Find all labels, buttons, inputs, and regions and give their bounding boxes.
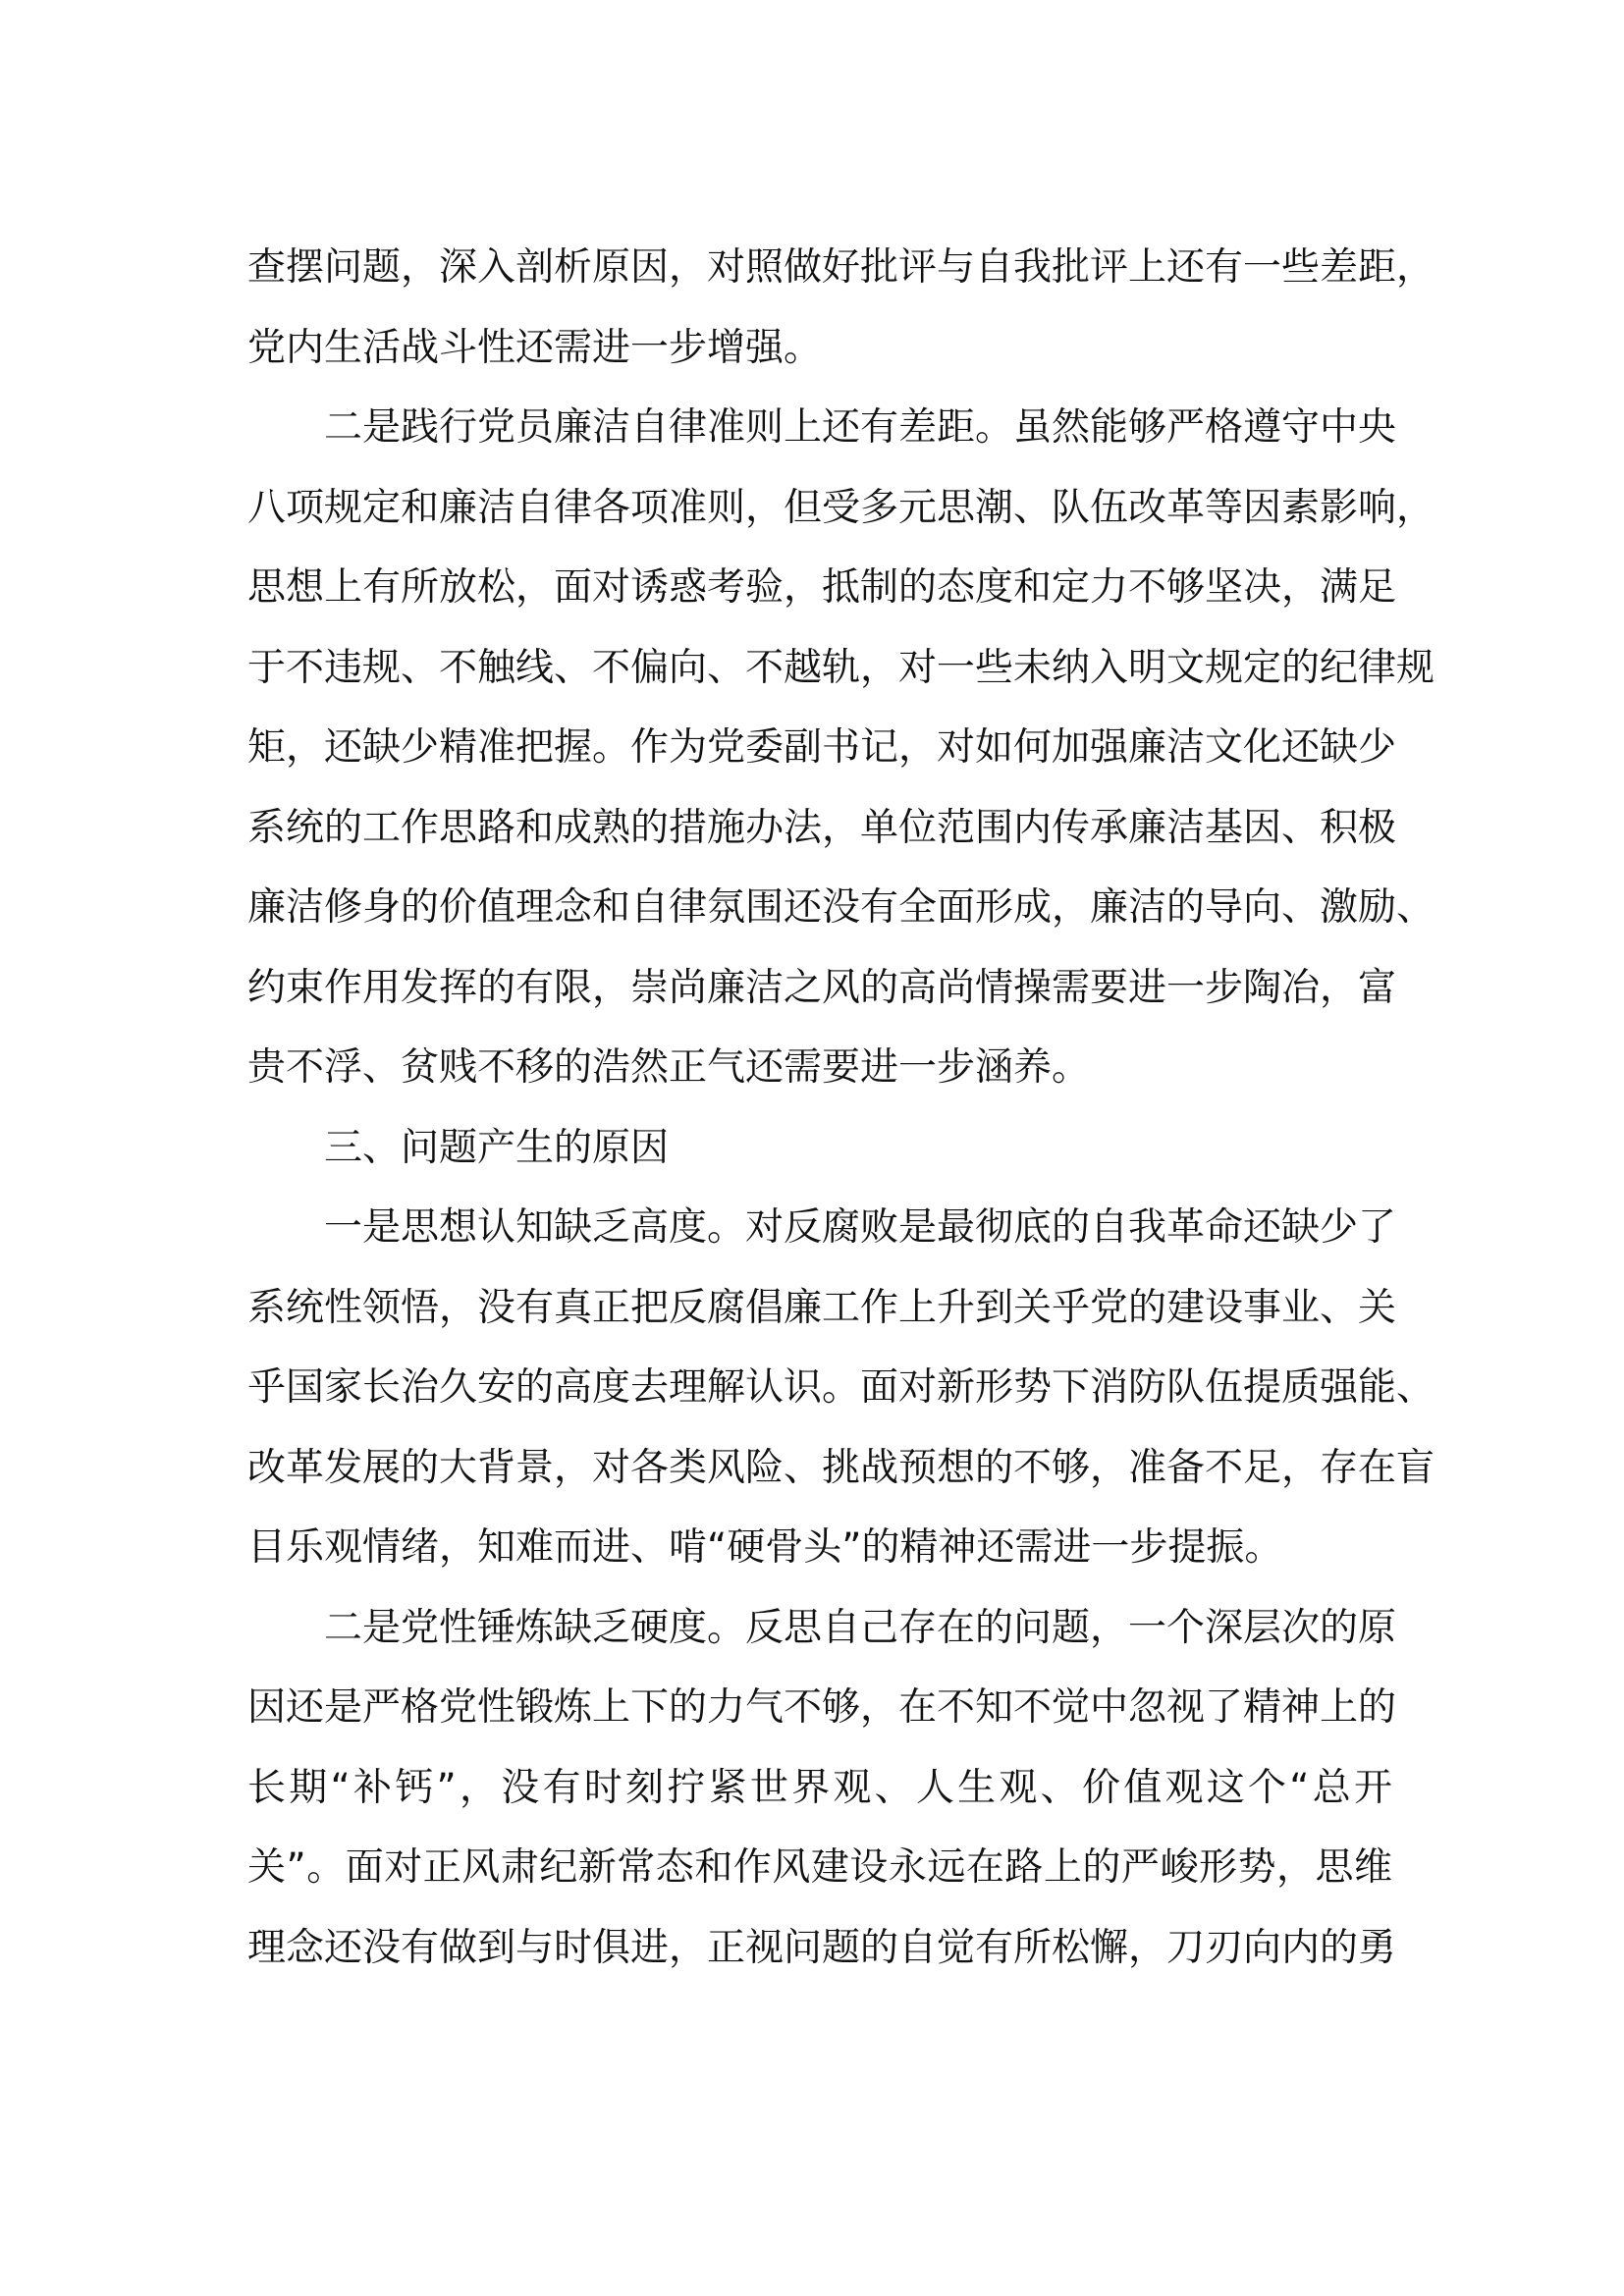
text-line: 改革发展的大背景，对各类风险、挑战预想的不够，准备不足，存在盲 xyxy=(247,1445,1435,1490)
paragraph-integrity-gap xyxy=(247,388,1435,1108)
text-line: 系统性领悟，没有真正把反腐倡廉工作上升到关乎党的建设事业、关 xyxy=(247,1285,1397,1330)
text-line: 于不违规、不触线、不偏向、不越轨，对一些未纳入明文规定的纪律规 xyxy=(247,645,1435,690)
text-line: 系统的工作思路和成熟的措施办法，单位范围内传承廉洁基因、积极 xyxy=(247,805,1397,850)
paragraph-cause-party-spirit xyxy=(247,1588,1397,1989)
text-line: 廉洁修身的价值理念和自律氛围还没有全面形成，廉洁的导向、激励、 xyxy=(247,885,1435,930)
text-line: 二是践行党员廉洁自律准则上还有差距。虽然能够严格遵守中央 xyxy=(324,405,1397,450)
paragraph-criticism-gap xyxy=(247,228,1435,388)
text-line: 理念还没有做到与时俱进，正视问题的自觉有所松懈，刀刃向内的勇 xyxy=(247,1925,1397,1970)
section-heading-causes xyxy=(247,1108,1392,1189)
text-line: 因还是严格党性锻炼上下的力气不够，在不知不觉中忽视了精神上的 xyxy=(247,1685,1397,1730)
text-line: 一是思想认知缺乏高度。对反腐败是最彻底的自我革命还缺少了 xyxy=(324,1205,1397,1250)
text-line: 矩，还缺少精准把握。作为党委副书记，对如何加强廉洁文化还缺少 xyxy=(247,725,1397,770)
paragraph-cause-thinking xyxy=(247,1188,1435,1588)
text-line: 党内生活战斗性还需进一步增强。 xyxy=(247,325,823,370)
text-line: 八项规定和廉洁自律各项准则，但受多元思潮、队伍改革等因素影响， xyxy=(247,485,1435,530)
section-heading-text: 三、问题产生的原因 xyxy=(324,1125,670,1170)
text-line: 查摆问题，深入剖析原因，对照做好批评与自我批评上还有一些差距， xyxy=(247,245,1435,290)
document-body xyxy=(247,228,1435,1988)
text-line: 关”。面对正风肃纪新常态和作风建设永远在路上的严峻形势，思维 xyxy=(247,1845,1392,1890)
text-line: 乎国家长治久安的高度去理解认识。面对新形势下消防队伍提质强能、 xyxy=(247,1365,1435,1410)
text-line: 二是党性锤炼缺乏硬度。反思自己存在的问题，一个深层次的原 xyxy=(324,1605,1397,1650)
text-line: 长期“补钙”，没有时刻拧紧世界观、人生观、价值观这个“总开 xyxy=(247,1765,1392,1810)
text-line: 约束作用发挥的有限，崇尚廉洁之风的高尚情操需要进一步陶冶，富 xyxy=(247,965,1397,1010)
text-line: 目乐观情绪，知难而进、啃“硬骨头”的精神还需进一步提振。 xyxy=(247,1525,1283,1570)
text-line: 贵不浮、贫贱不移的浩然正气还需要进一步涵养。 xyxy=(247,1045,1091,1090)
text-line: 思想上有所放松，面对诱惑考验，抵制的态度和定力不够坚决，满足 xyxy=(247,565,1397,610)
